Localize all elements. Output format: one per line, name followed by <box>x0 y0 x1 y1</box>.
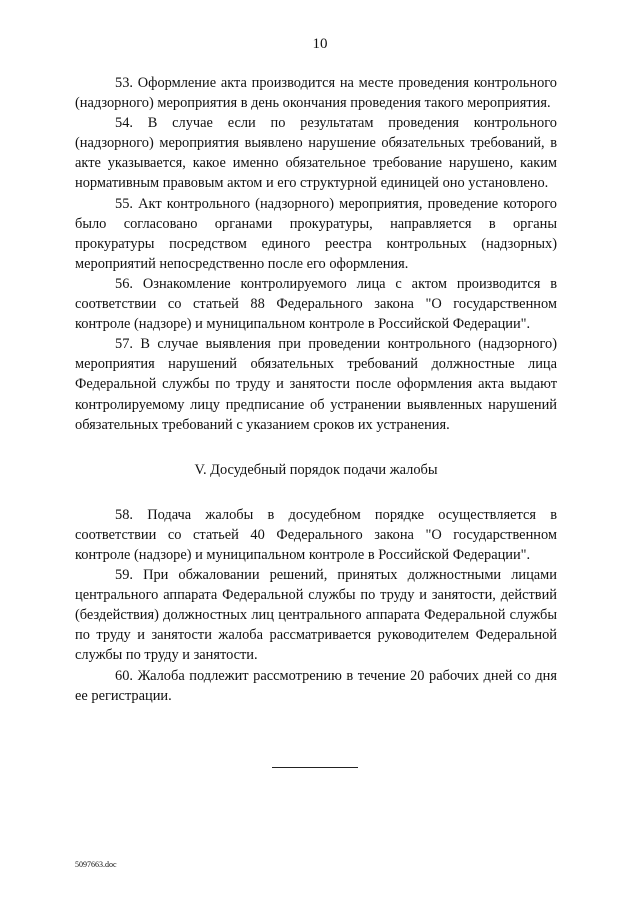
paragraph-58: 58. Подача жалобы в досудебном порядке осуществляется в соответствии со статьей 40 Федерального закона "О государственном контроле (надзоре) и муниципальном контроле в Российской Федерации". <box>75 506 557 563</box>
end-separator-line <box>272 767 358 768</box>
paragraph-56: 56. Ознакомление контролируемого лица с актом производится в соответствии со статьей 88 Федерального закона "О государственном контроле (надзоре) и муниципальном контроле в Российской Федерации". <box>75 275 557 333</box>
paragraph-54: 54. В случае если по результатам проведения контрольного (надзорного) мероприятия выявлено нарушение обязательных требований, в акте указывается, какое именно обязательное требование нарушено, каким нормативным правовым актом и его структурной единицей оно установлено. <box>75 115 557 192</box>
document-code: 5097663.doc <box>75 860 117 869</box>
document-body <box>75 73 557 706</box>
paragraph-57: 57. В случае выявления при проведении контрольного (надзорного) мероприятия нарушений обязательных требований должностные лица Федеральной службы по труду и занятости после оформления акта выдают контролируемому лицу предписание об устранении выявленных нарушений обязательных требований с указанием сроков их устранения. <box>75 336 557 433</box>
section-heading: V. Досудебный порядок подачи жалобы <box>194 461 438 478</box>
page-number: 10 <box>312 36 328 52</box>
paragraph-60: 60. Жалоба подлежит рассмотрению в течение 20 рабочих дней со дня ее регистрации. <box>75 667 557 704</box>
paragraph-55: 55. Акт контрольного (надзорного) мероприятия, проведение которого было согласовано органами прокуратуры, направляется в органы прокуратуры посредством единого реестра контрольных (надзорных) мероприятий непосредственно после его оформления. <box>75 195 557 272</box>
paragraph-53: 53. Оформление акта производится на месте проведения контрольного (надзорного) мероприятия в день окончания проведения такого мероприятия. <box>75 75 557 112</box>
paragraph-59: 59. При обжаловании решений, принятых должностными лицами центрального аппарата Федеральной службы по труду и занятости, действий (бездействия) должностных лиц центрального аппарата Федеральной службы по труду и занятости жалоба рассматривается руководителем Федеральной службы по труду и занятости. <box>75 567 557 664</box>
